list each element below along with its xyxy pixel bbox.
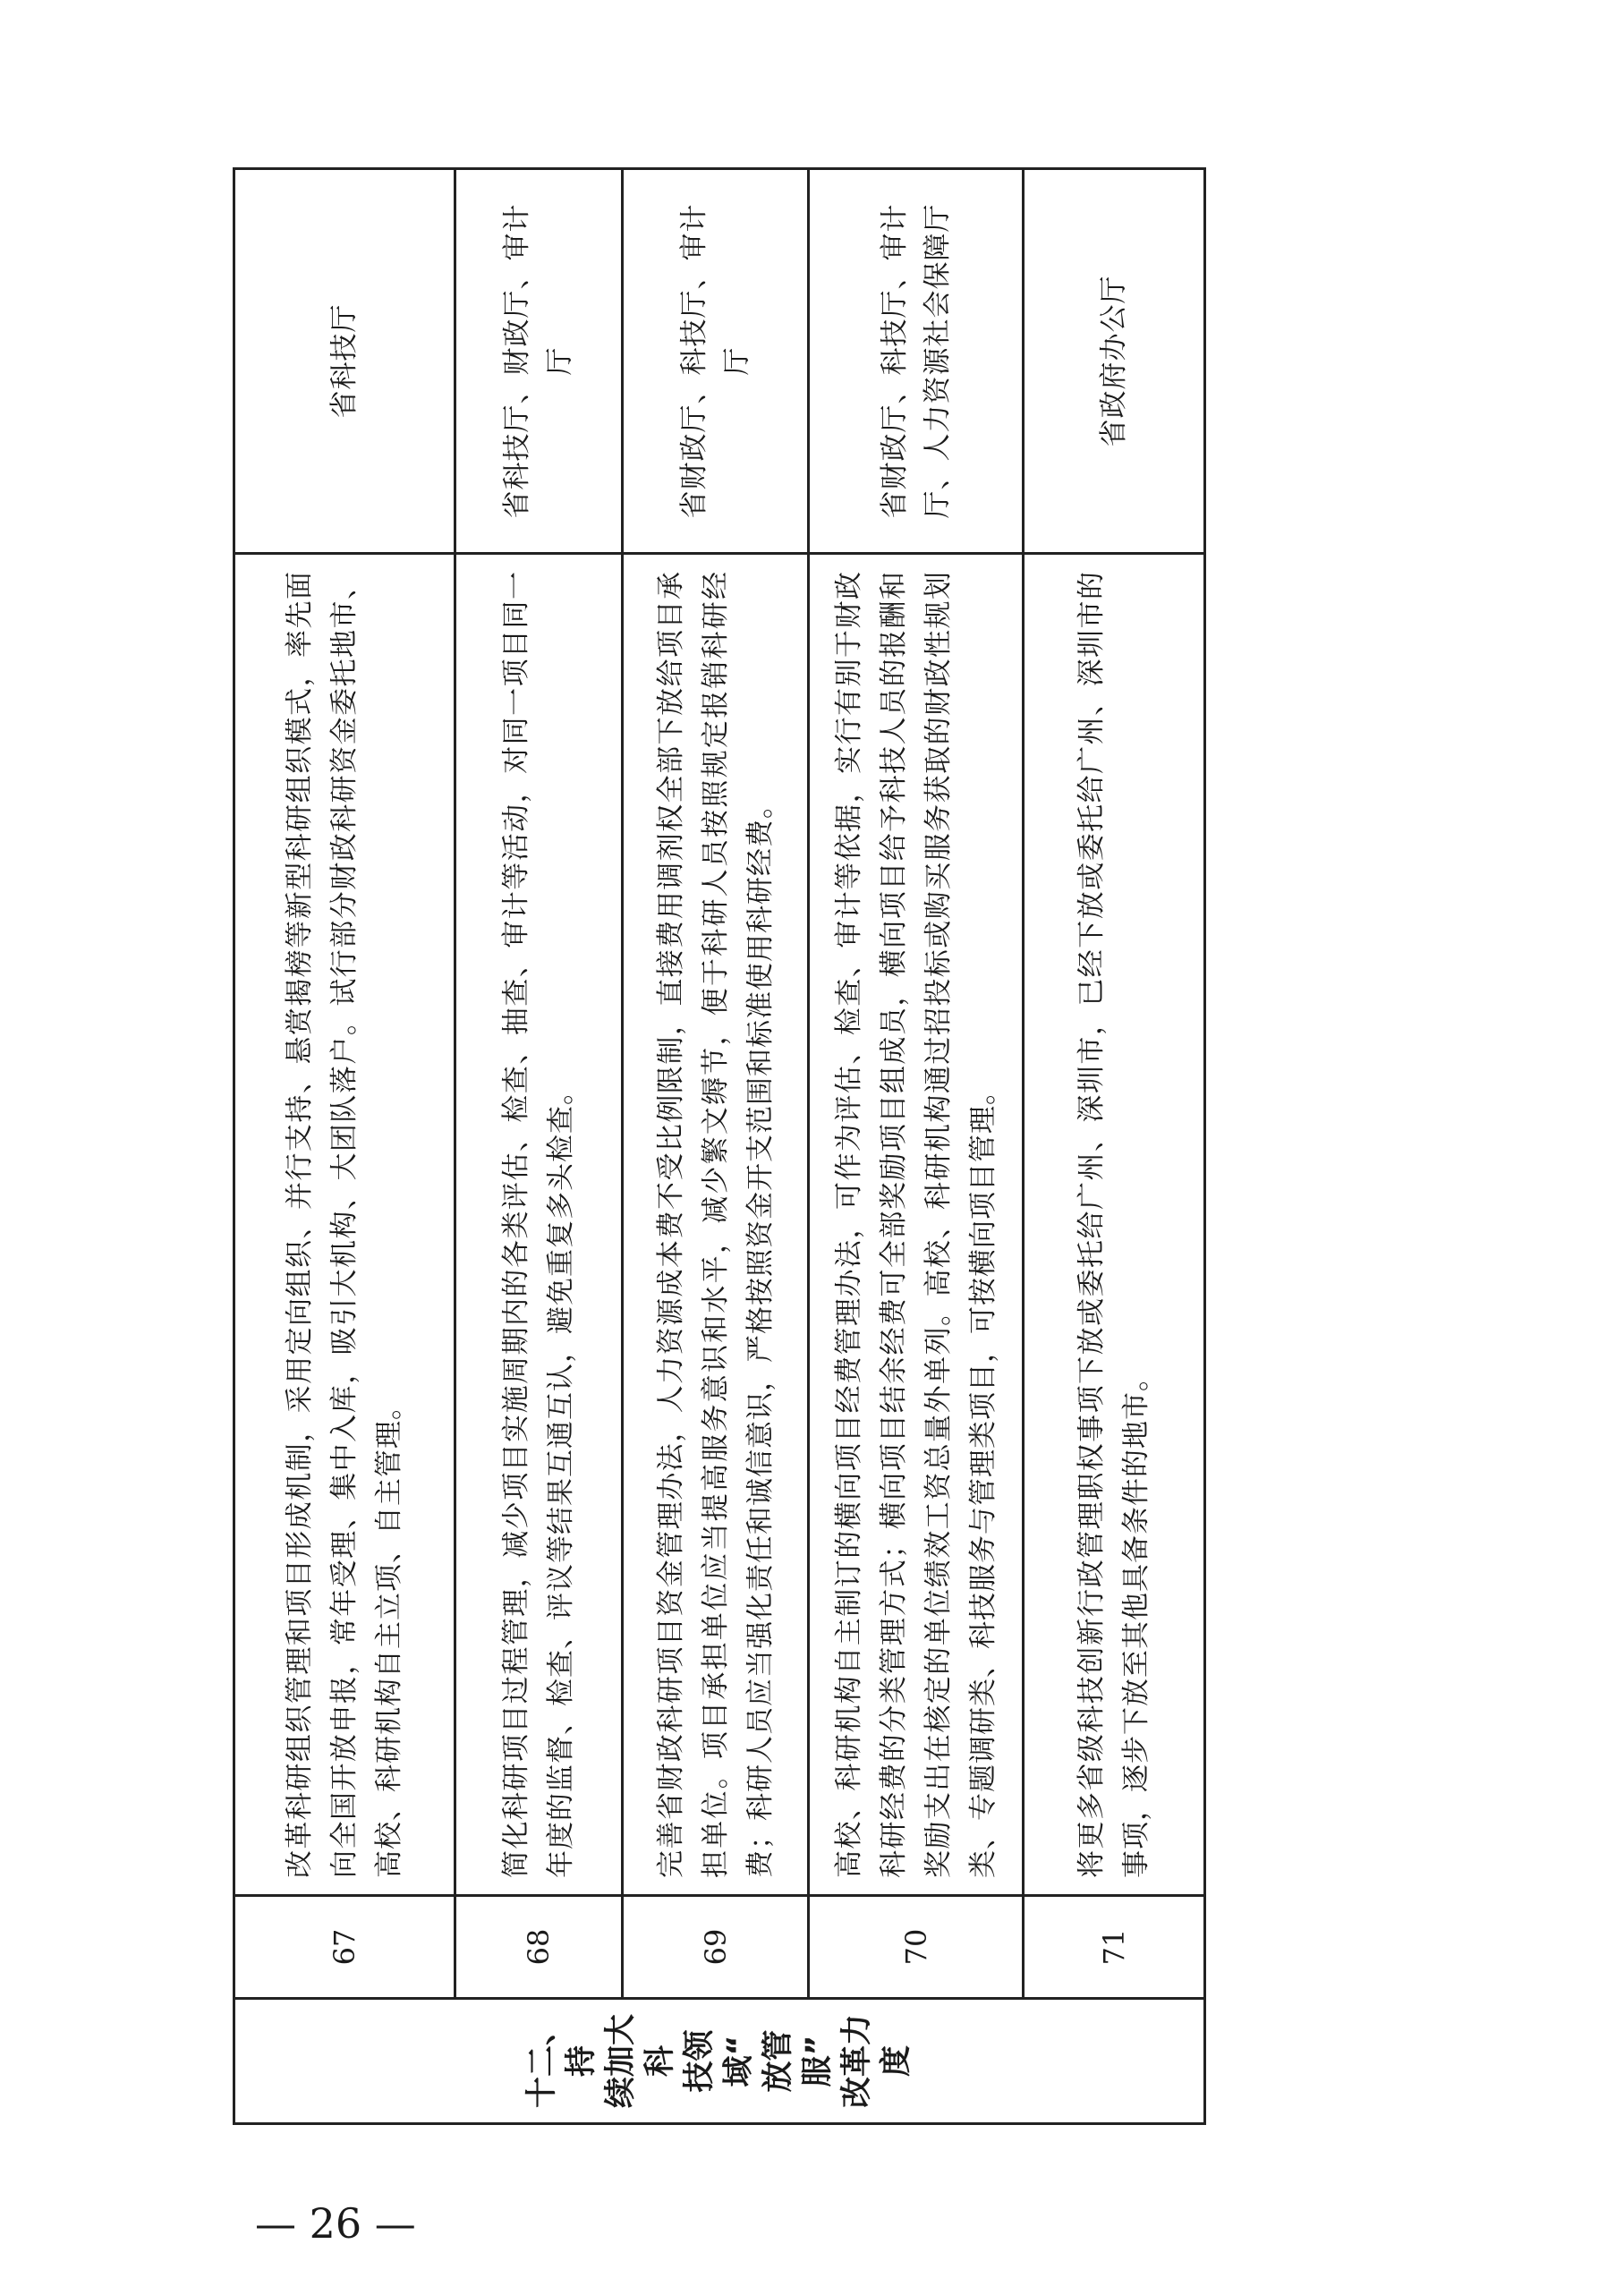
measure-content: 高校、科研机构自主制订的横向项目经费管理办法，可作为评估、检查、审计等依据，实行有别于财政科研经费的分类管理方式；横向项目结余经费可全部奖励项目组成员，横向项目给予科技人员的报酬和奖励支出在核定的单位绩效工资总量外单列。高校、科研机构通过招投标或购买服务获取的财政性规划类、专题调研类、科技服务与管理类项目，可按横向项目管理。 xyxy=(809,554,1024,1896)
measures-table xyxy=(233,167,1206,2125)
responsible-department: 省财政厅、科技厅、审计厅、人力资源社会保障厅 xyxy=(809,169,1024,554)
category-line: 技领域“ xyxy=(682,2029,757,2093)
category-line: 放管服” xyxy=(761,2029,836,2093)
measure-content: 改革科研组织管理和项目形成机制，采用定向组织、并行支持、悬赏揭榜等新型科研组织模式，率先面向全国开放申报，常年受理、集中入库，吸引大机构、大团队落户。试行部分财政科研资金委托地市、高校、科研机构自主立项、自主管理。 xyxy=(234,554,455,1896)
table-row xyxy=(234,169,455,2124)
category-line: 改革力度 xyxy=(839,2014,914,2109)
row-number: 69 xyxy=(623,1896,809,1999)
row-number: 70 xyxy=(809,1896,1024,1999)
table-row xyxy=(623,169,809,2124)
responsible-department: 省政府办公厅 xyxy=(1024,169,1205,554)
responsible-department: 省科技厅 xyxy=(234,169,455,554)
row-number: 67 xyxy=(234,1896,455,1999)
measure-content: 将更多省级科技创新行政管理职权事项下放或委托给广州、深圳市，已经下放或委托给广州、深圳市的事项，逐步下放至其他具备条件的地市。 xyxy=(1024,554,1205,1896)
measure-content: 简化科研项目过程管理，减少项目实施周期内的各类评估、检查、抽查、审计等活动，对同一项目同一年度的监督、检查、评议等结果互通互认，避免重复多头检查。 xyxy=(455,554,623,1896)
table-row xyxy=(1024,169,1205,2124)
page-number: — 26 — xyxy=(255,2199,416,2248)
table-row xyxy=(455,169,623,2124)
rotated-table-wrapper xyxy=(233,170,1203,2125)
category-line: 续加大科 xyxy=(603,2014,678,2109)
category-line: 十二、持 xyxy=(524,2014,599,2109)
responsible-department: 省财政厅、科技厅、审计厅 xyxy=(623,169,809,554)
responsible-department: 省科技厅、财政厅、审计厅 xyxy=(455,169,623,554)
row-number: 68 xyxy=(455,1896,623,1999)
table-row xyxy=(809,169,1024,2124)
measure-content: 完善省财政科研项目资金管理办法，人力资源成本费不受比例限制，直接费用调剂权全部下放给项目承担单位。项目承担单位应当提高服务意识和水平，减少繁文缛节，便于科研人员按照规定报销科研经费；科研人员应当强化责任和诚信意识，严格按照资金开支范围和标准使用科研经费。 xyxy=(623,554,809,1896)
category-cell xyxy=(234,1999,1205,2124)
row-number: 71 xyxy=(1024,1896,1205,1999)
